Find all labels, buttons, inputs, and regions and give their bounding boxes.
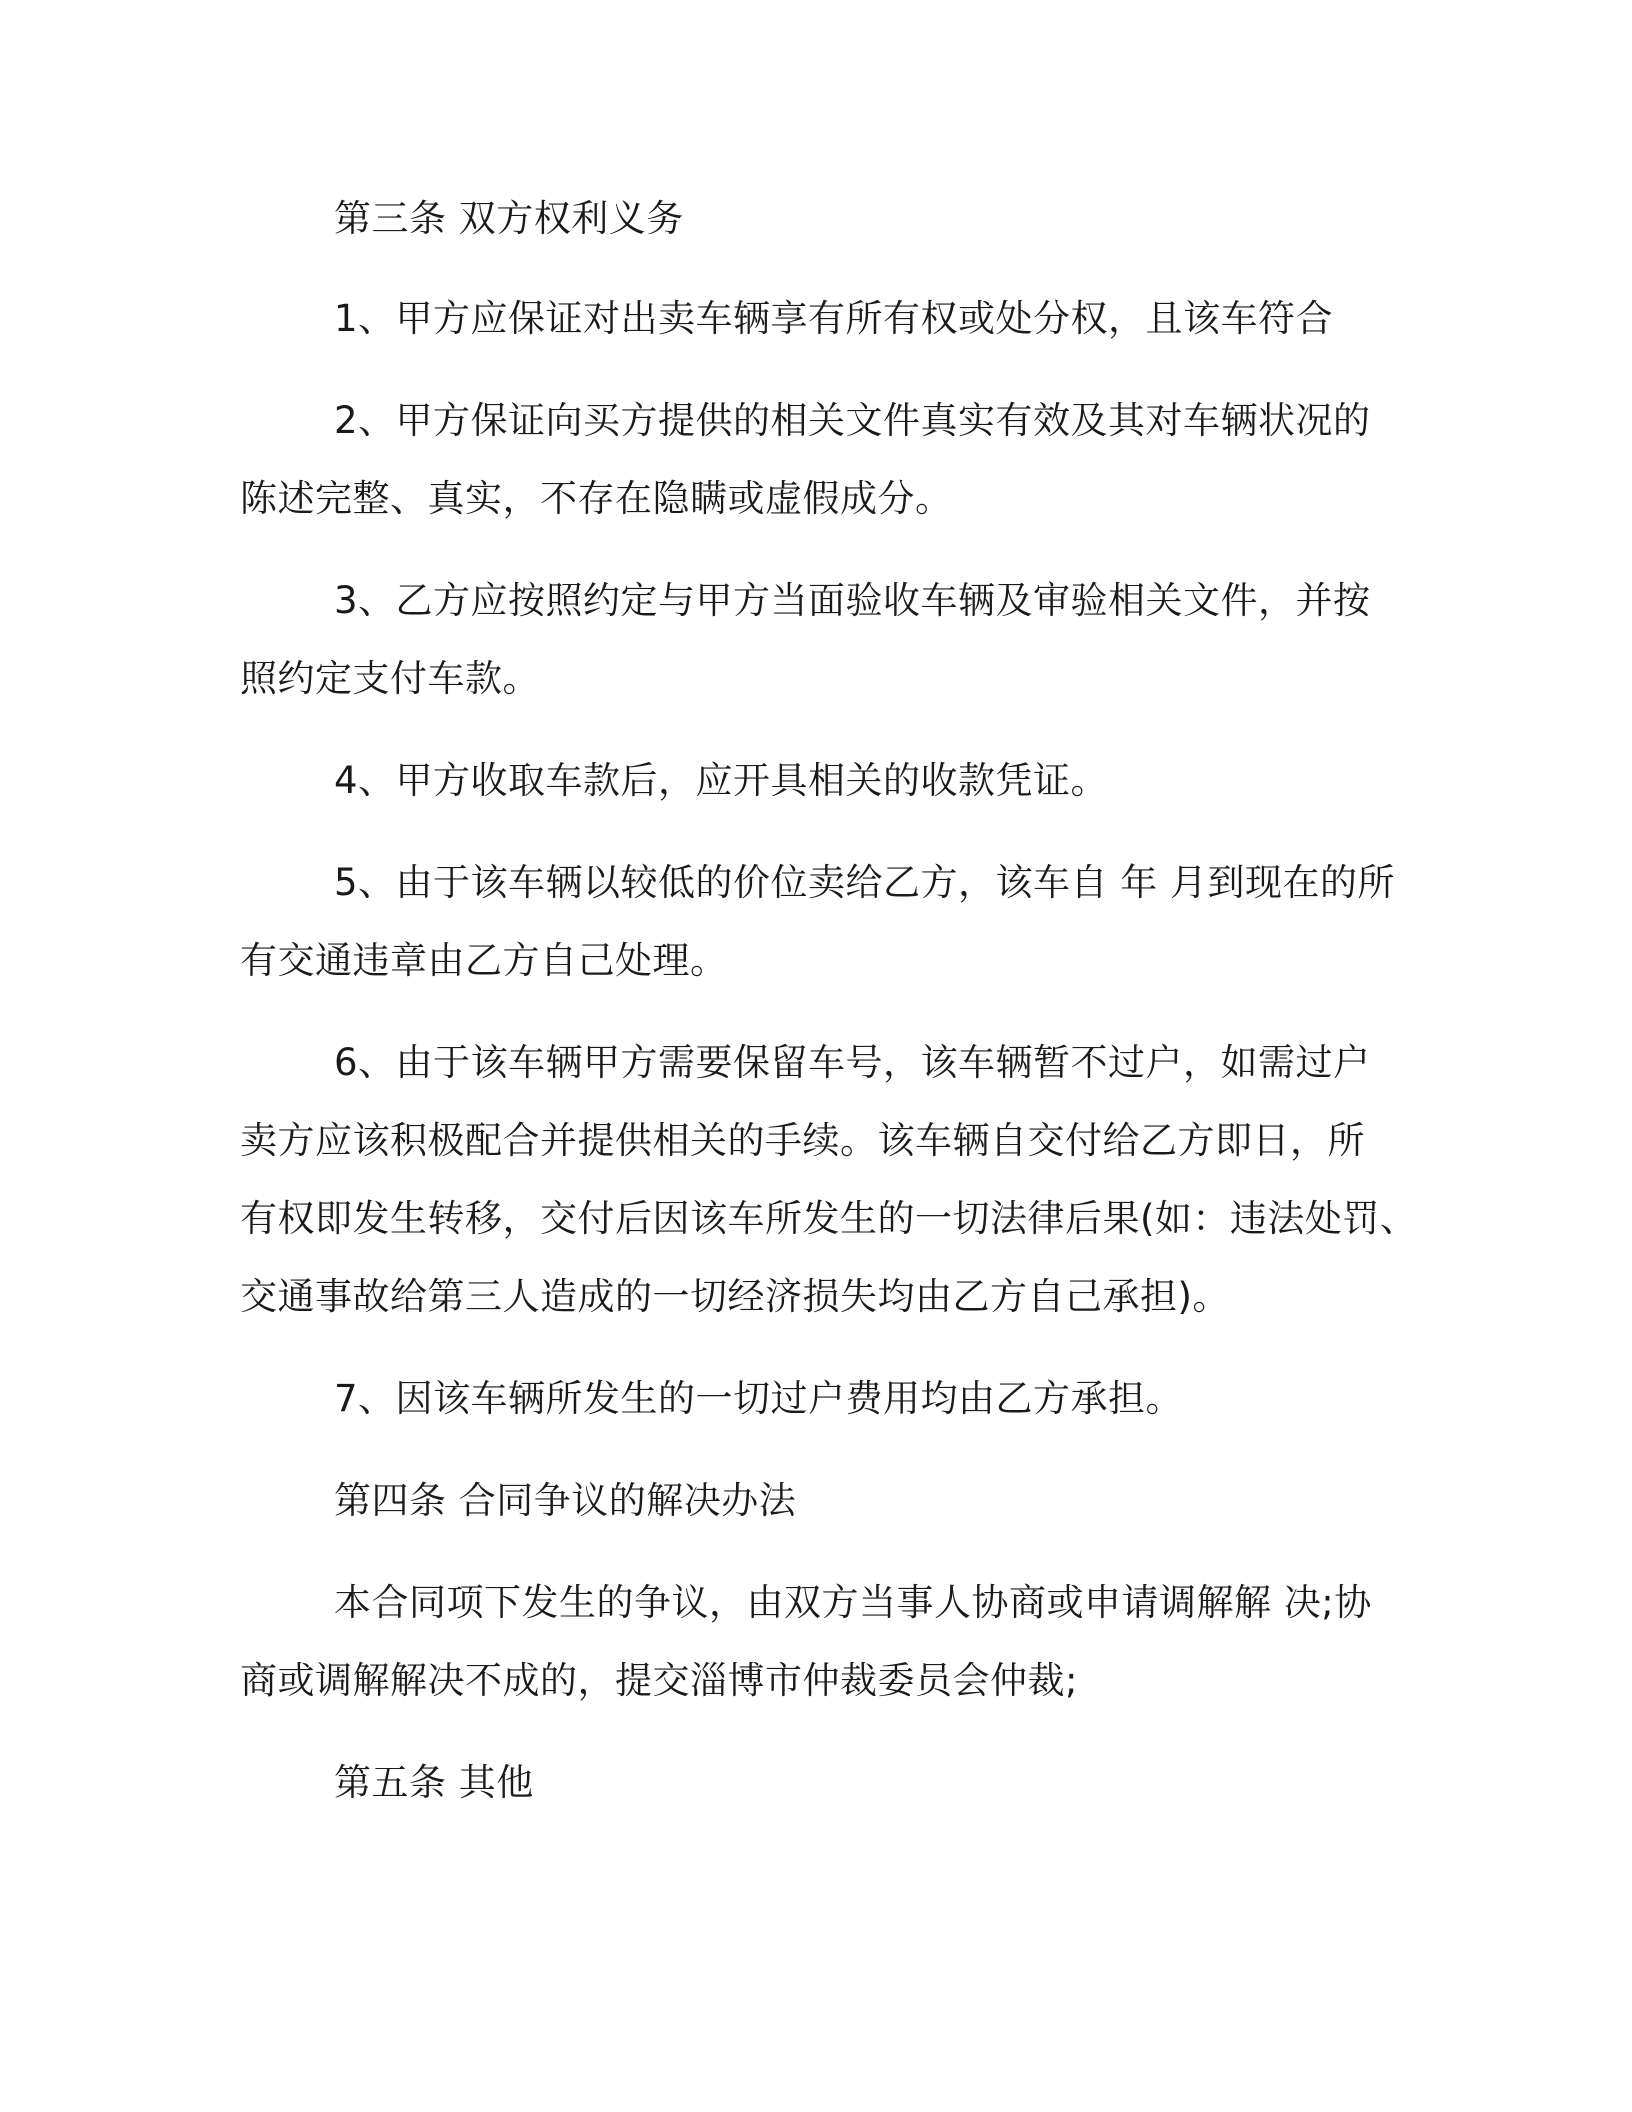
item-3-line-2: 照约定支付车款。	[240, 657, 540, 700]
item-5-line-2: 有交通违章由乙方自己处理。	[240, 939, 728, 982]
item-2-line-2: 陈述完整、真实，不存在隐瞒或虚假成分。	[240, 477, 953, 520]
item-2-line-1: 2、甲方保证向买方提供的相关文件真实有效及其对车辆状况的	[334, 399, 1371, 442]
item-6-line-2: 卖方应该积极配合并提供相关的手续。该车辆自交付给乙方即日，所	[240, 1119, 1365, 1162]
item-3-line-1: 3、乙方应按照约定与甲方当面验收车辆及审验相关文件，并按	[334, 579, 1371, 622]
item-5-line-1: 5、由于该车辆以较低的价位卖给乙方，该车自 年 月到现在的所	[334, 861, 1396, 904]
item-4-line-1: 4、甲方收取车款后，应开具相关的收款凭证。	[334, 759, 1109, 802]
section-5-heading: 第五条 其他	[334, 1761, 534, 1804]
item-6-line-4: 交通事故给第三人造成的一切经济损失均由乙方自己承担)。	[240, 1275, 1230, 1318]
section-3-heading: 第三条 双方权利义务	[334, 197, 684, 240]
item-6-line-3: 有权即发生转移，交付后因该车所发生的一切法律后果(如：违法处罚、	[240, 1197, 1418, 1240]
item-1-line-1: 1、甲方应保证对出卖车辆享有所有权或处分权，且该车符合	[334, 297, 1334, 340]
section-4-para-line-1: 本合同项下发生的争议，由双方当事人协商或申请调解解 决;协	[334, 1581, 1372, 1624]
section-4-heading: 第四条 合同争议的解决办法	[334, 1479, 797, 1522]
item-6-line-1: 6、由于该车辆甲方需要保留车号，该车辆暂不过户，如需过户	[334, 1041, 1371, 1084]
item-7-line-1: 7、因该车辆所发生的一切过户费用均由乙方承担。	[334, 1377, 1184, 1420]
section-4-para-line-2: 商或调解解决不成的，提交淄博市仲裁委员会仲裁;	[240, 1659, 1078, 1702]
